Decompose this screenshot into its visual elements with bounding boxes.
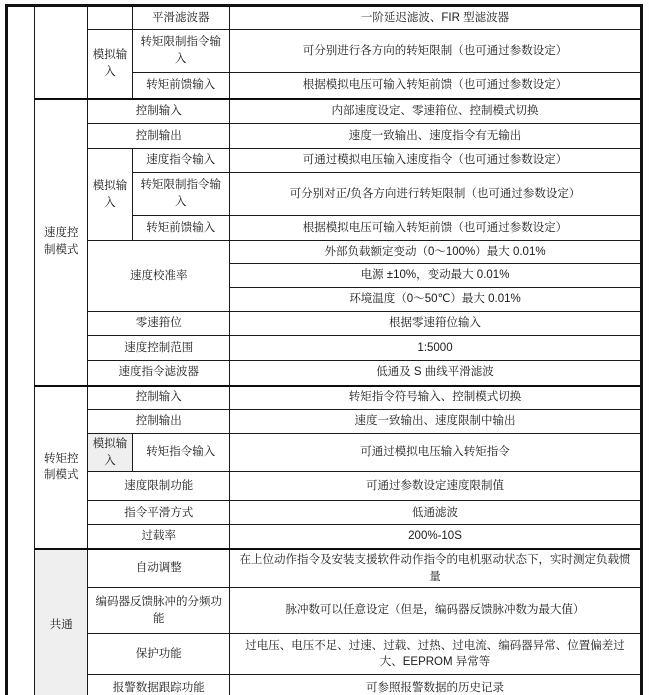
cell-label-smoothing-filter: 平滑滤波器 (132, 6, 229, 30)
cell-value-torque-control-output: 速度一致输出、速度限制中输出 (230, 410, 642, 434)
cell-value-protection: 过电压、电压不足、过速、过载、过热、过电流、编码器异常、位置偏差过大、EEPROM 异常等 (230, 634, 642, 675)
cell-value-speed-control-output: 速度一致输出、速度指令有无输出 (230, 124, 642, 149)
cell-mode-torque-control: 转矩控制模式 (35, 386, 88, 549)
cell-value-torque-control-input: 转矩指令符号输入、控制模式切换 (230, 386, 642, 410)
cell-value-smoothing-filter: 一阶延迟滤波、FIR 型滤波器 (230, 6, 642, 30)
cell-value-speed-regulation-power: 电源 ±10%，变动最大 0.01% (230, 264, 642, 288)
cell-label-auto-tuning: 自动调整 (88, 549, 230, 588)
cell-value-speed-control-input: 内部速度设定、零速箝位、控制模式切换 (230, 99, 642, 124)
cell-mode-top-partial (35, 6, 88, 99)
cell-label-encoder-divide: 编码器反馈脉冲的分频功能 (88, 588, 230, 634)
cell-value-speed-cmd-input: 可通过模拟电压输入速度指令（也可通过参数设定） (230, 149, 642, 173)
cell-value-speed-regulation-load: 外部负载额定变动（0～100%）最大 0.01% (230, 241, 642, 264)
cell-analog-input-torque: 模拟输入 (88, 434, 132, 472)
cell-analog-input-top: 模拟输入 (88, 30, 132, 99)
cell-value-speed-limit-function: 可通过参数设定速度限制值 (230, 472, 642, 501)
cell-value-speed-regulation-temp: 环境温度（0～50℃）最大 0.01% (230, 288, 642, 312)
cell-label-speed-control-input: 控制输入 (88, 99, 230, 124)
cell-label-alarm-trace: 报警数据跟踪功能 (88, 675, 230, 695)
cell-label-torque-control-output: 控制输出 (88, 410, 230, 434)
cell-analog-input-speed: 模拟输入 (88, 149, 132, 241)
cell-label-protection: 保护功能 (88, 634, 230, 675)
cell-label-torque-feedforward: 转矩前馈输入 (132, 73, 229, 99)
cell-value-speed-range: 1:5000 (230, 336, 642, 361)
cell-analog-top-continuation (88, 6, 132, 30)
cell-value-speed-torque-ff: 根据模拟电压可输入转矩前馈（也可通过参数设定） (230, 216, 642, 241)
cell-value-speed-cmd-filter: 低通及 S 曲线平滑滤波 (230, 361, 642, 386)
spec-table (5, 4, 643, 695)
cell-label-speed-control-output: 控制输出 (88, 124, 230, 149)
cell-label-speed-regulation: 速度校准率 (88, 241, 230, 312)
cell-label-speed-torque-ff: 转矩前馈输入 (132, 216, 229, 241)
cell-value-torque-feedforward: 根据模拟电压可输入转矩前馈（也可通过参数设定） (230, 73, 642, 99)
cell-value-auto-tuning: 在上位动作指令及安装支援软件动作指令的电机驱动状态下，实时测定负载惯量 (230, 549, 642, 588)
cell-mode-common: 共通 (35, 549, 88, 695)
cell-value-speed-torque-limit: 可分别对正/负各方向进行转矩限制（也可通过参数设定） (230, 173, 642, 216)
cell-label-speed-limit-function: 速度限制功能 (88, 472, 230, 501)
cell-left-margin-column (7, 6, 35, 695)
cell-label-torque-control-input: 控制输入 (88, 386, 230, 410)
cell-label-overload-rate: 过载率 (88, 525, 230, 549)
cell-label-speed-cmd-filter: 速度指令滤波器 (88, 361, 230, 386)
cell-label-speed-cmd-input: 速度指令输入 (132, 149, 229, 173)
cell-value-cmd-smoothing: 低通滤波 (230, 501, 642, 525)
cell-label-torque-cmd-input: 转矩指令输入 (132, 434, 229, 472)
cell-value-overload-rate: 200%-10S (230, 525, 642, 549)
cell-label-torque-limit-input: 转矩限制指令输入 (132, 30, 229, 73)
cell-value-torque-cmd-input: 可通过模拟电压输入转矩指令 (230, 434, 642, 472)
cell-mode-speed-control: 速度控制模式 (35, 99, 88, 386)
cell-label-speed-torque-limit: 转矩限制指令输入 (132, 173, 229, 216)
cell-value-alarm-trace: 可参照报警数据的历史记录 (230, 675, 642, 695)
cell-label-zero-speed-clamp: 零速箝位 (88, 312, 230, 336)
cell-value-encoder-divide: 脉冲数可以任意设定（但是，编码器反馈脉冲数为最大值） (230, 588, 642, 634)
cell-label-speed-range: 速度控制范围 (88, 336, 230, 361)
cell-value-zero-speed-clamp: 根据零速箝位输入 (230, 312, 642, 336)
cell-label-cmd-smoothing: 指令平滑方式 (88, 501, 230, 525)
cell-value-torque-limit-input: 可分别进行各方向的转矩限制（也可通过参数设定） (230, 30, 642, 73)
